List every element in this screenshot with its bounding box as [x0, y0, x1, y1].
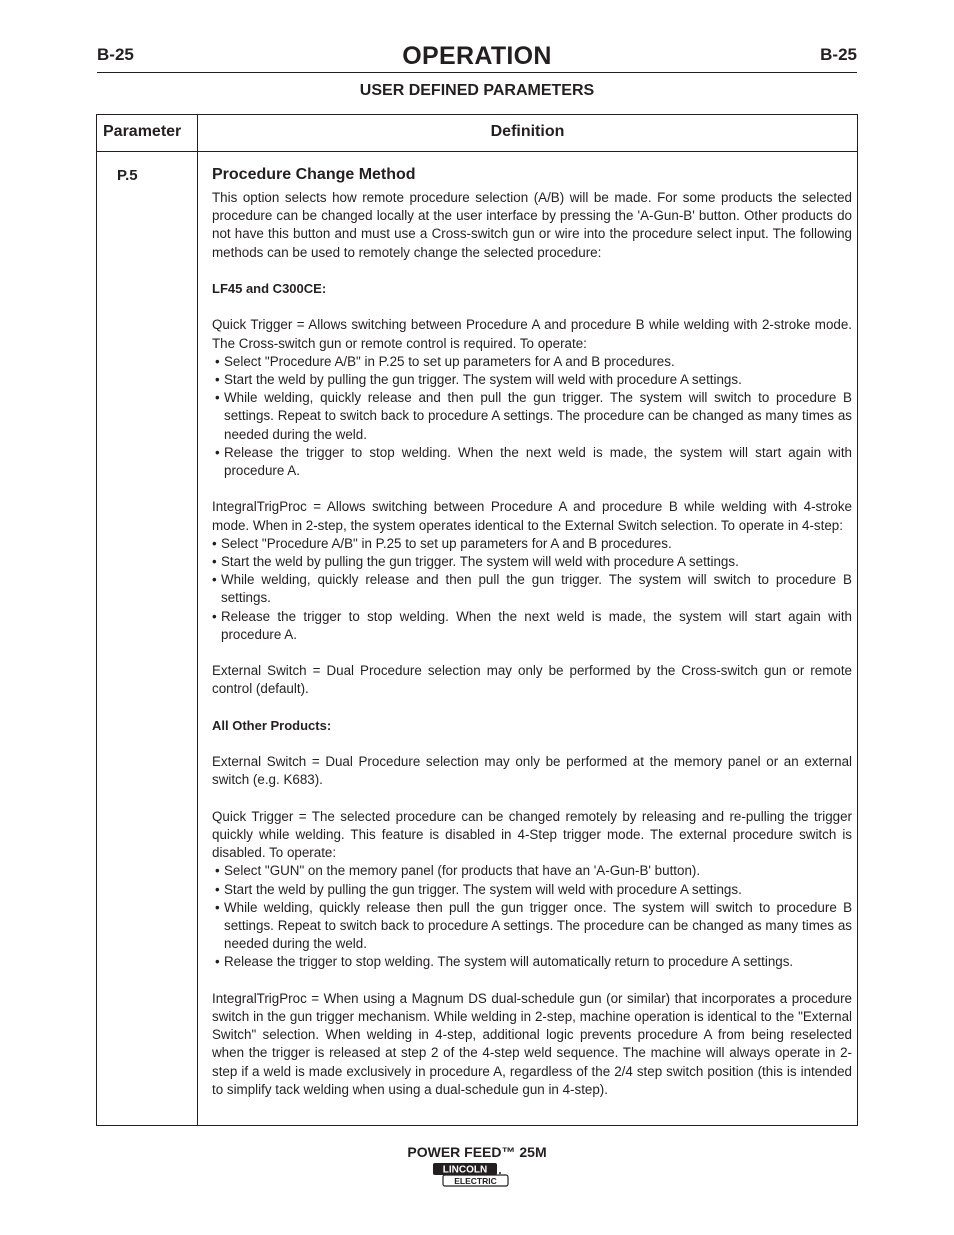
list-item: • While welding, quickly release and then pull the gun trigger. The system will switch to procedure B settings.	[212, 571, 852, 607]
intro-paragraph: This option selects how remote procedure selection (A/B) will be made. For some products the selected procedure can be changed locally at the user interface by pressing the 'A-Gun-B' button. Other products do not have this button and must use a Cross-switch gun or wire into the procedure select input. The following methods can be used to remotely change the selected procedure:	[212, 190, 852, 260]
header-rule	[97, 72, 857, 73]
lf45-heading: LF45 and C300CE:	[212, 281, 327, 296]
lf45-integral-steps	[212, 535, 852, 644]
section-title: USER DEFINED PARAMETERS	[359, 82, 595, 99]
list-item: • Start the weld by pulling the gun trigger. The system will weld with procedure A settings.	[212, 553, 852, 571]
column-header-parameter: Parameter	[103, 123, 182, 140]
parameter-title: Procedure Change Method	[212, 166, 416, 183]
list-item: • Select "GUN" on the memory panel (for products that have an 'A-Gun-B' button).	[215, 862, 852, 880]
lf45-quick-trigger-steps	[215, 353, 852, 480]
svg-text:LINCOLN: LINCOLN	[442, 1164, 488, 1176]
list-item: • Start the weld by pulling the gun trigger. The system will weld with procedure A settings.	[215, 881, 852, 899]
page-number-right: B-25	[820, 45, 857, 64]
column-divider	[197, 115, 198, 1125]
list-item: • Release the trigger to stop welding. When the next weld is made, the system will start again with procedure A.	[212, 608, 852, 644]
svg-text:ELECTRIC: ELECTRIC	[454, 1176, 497, 1186]
other-quick-trigger: Quick Trigger = The selected procedure can be changed remotely by releasing and re-pulling the trigger quickly while welding. This feature is disabled in 4-Step trigger mode. The external procedure switch is disabled. To operate:	[212, 808, 852, 861]
list-item: • Start the weld by pulling the gun trigger. The system will weld with procedure A settings.	[215, 371, 852, 389]
other-integral: IntegralTrigProc = When using a Magnum DS dual-schedule gun (or similar) that incorporates a procedure switch in the gun trigger mechanism. While welding in 2-step, machine operation is identical to the "External Switch" selection. When welding in 4-step, additional logic prevents procedure A from being reselected when the trigger is released at step 2 of the 4-step weld sequence. The machine will always operate in 2-step if a weld is made exclusively in procedure A, regardless of the 2/4 step switch position (this is intended to simplify tack welding when using a dual-schedule gun in 4-step).	[212, 990, 852, 1097]
definition-cell	[212, 165, 852, 1117]
list-item: • Release the trigger to stop welding. When the next weld is made, the system will start again with procedure A.	[215, 444, 852, 480]
column-header-definition: Definition	[490, 123, 565, 140]
list-item: • Select "Procedure A/B" in P.25 to set up parameters for A and B procedures.	[215, 353, 852, 371]
other-heading: All Other Products:	[212, 717, 332, 733]
other-quick-trigger-steps	[215, 862, 852, 971]
parameter-code: P.5	[117, 167, 138, 184]
lincoln-electric-logo	[432, 1162, 510, 1187]
parameter-table	[96, 114, 858, 1126]
list-item: • Select "Procedure A/B" in P.25 to set up parameters for A and B procedures.	[212, 535, 852, 553]
list-item: • While welding, quickly release and then pull the gun trigger. The system will switch to procedure B settings. Repeat to switch back to procedure A settings. The procedure can be changed as many times as needed during the weld.	[215, 389, 852, 444]
footer-model-name: POWER FEED™ 25M	[407, 1144, 547, 1160]
page-number-left: B-25	[97, 45, 134, 64]
lf45-quick-trigger: Quick Trigger = Allows switching between Procedure A and procedure B while welding with 2-stroke mode. The Cross-switch gun or remote control is required. To operate:	[212, 317, 852, 351]
page-title: OPERATION	[402, 42, 552, 70]
list-item: • While welding, quickly release then pull the gun trigger once. The system will switch to procedure B settings. Repeat to switch back to procedure A settings. The procedure can be changed as many times as needed during the weld.	[215, 899, 852, 954]
lf45-integral: IntegralTrigProc = Allows switching between Procedure A and procedure B while welding with 4-stroke mode. When in 2-step, the system operates identical to the External Switch selection. To operate in 4-step:	[212, 499, 852, 533]
other-external-switch: External Switch = Dual Procedure selection may only be performed at the memory panel or an external switch (e.g. K683).	[212, 754, 852, 788]
list-item: • Release the trigger to stop welding. The system will automatically return to procedure A settings.	[215, 953, 852, 971]
header-divider	[97, 151, 857, 152]
lf45-external-switch: External Switch = Dual Procedure selection may only be performed by the Cross-switch gun or remote control (default).	[212, 663, 852, 697]
